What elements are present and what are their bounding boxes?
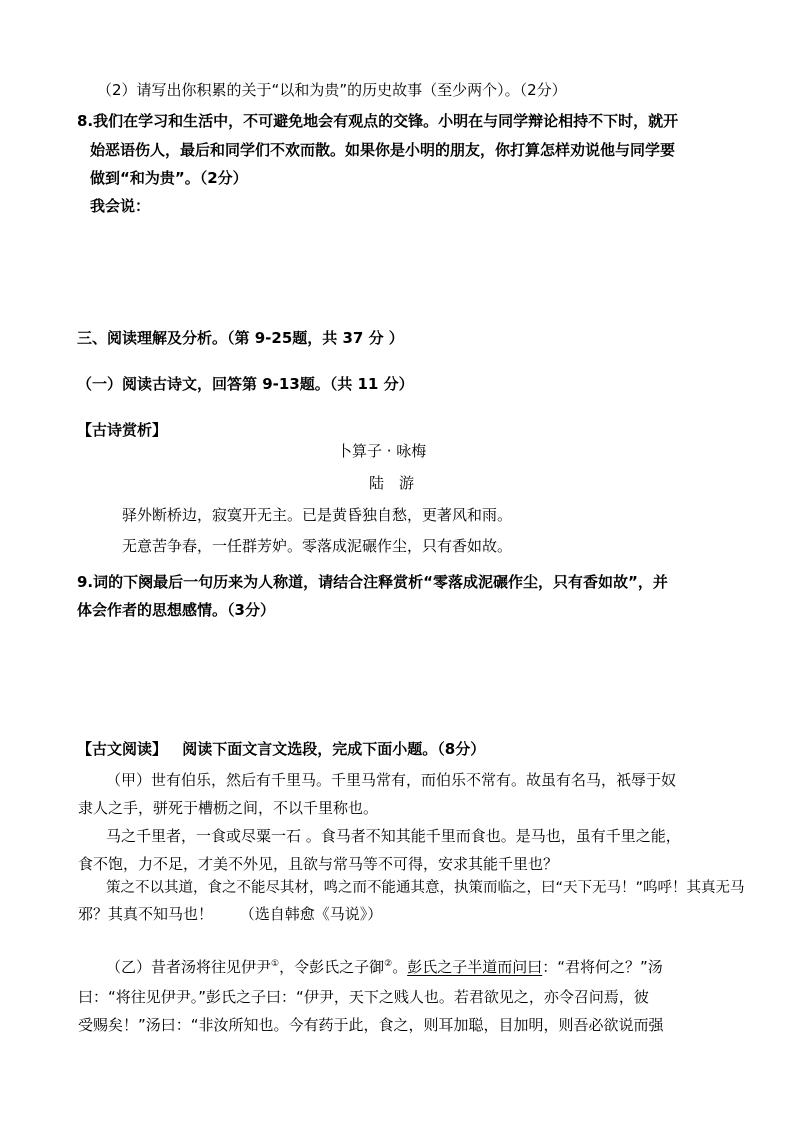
passage-jia-p1-line-2: 隶人之手，骈死于槽枥之间，不以千里称也。 <box>78 799 379 817</box>
passage-jia-p2-line-2: 食不饱，力不足，才美不外见，且欲与常马等不可得，安求其能千里也？ <box>78 855 559 873</box>
passage-yi-text-a: （乙）昔者汤将往见伊尹 <box>106 958 272 976</box>
passage-jia-source: （选自韩愈《马说》） <box>239 905 383 923</box>
footnote-marker-2: ② <box>384 959 393 969</box>
answer-prompt: 我会说： <box>90 197 151 215</box>
poem-line-2: 无意苦争春，一任群芳妒。零落成泥碾作尘，只有香如故。 <box>122 537 513 555</box>
passage-jia-p2-line-1: 马之千里者，一食或尽粟一石 。食马者不知其能千里而食也。是马也，虽有千里之能， <box>106 827 681 845</box>
underlined-sentence: 彭氏之子半道而问曰 <box>407 958 543 976</box>
part-1-title: （一）阅读古诗文，回答第 9-13题。（共 11 分） <box>77 375 414 393</box>
poem-author: 陆 游 <box>369 474 415 492</box>
question-8-line-2: 始恶语伤人，最后和同学们不欢而散。如果你是小明的朋友，你打算怎样劝说他与同学要 <box>90 141 676 159</box>
poem-title: 卜算子 · 咏梅 <box>337 442 427 460</box>
footnote-marker-1: ① <box>271 959 280 969</box>
passage-jia-p3-text: 邪？其真不知马也！ <box>78 905 214 923</box>
poem-heading: 【古诗赏析】 <box>77 421 168 439</box>
passage-yi-text-b: ，令彭氏之子御 <box>279 958 385 976</box>
passage-jia-p1-line-1: （甲）世有伯乐，然后有千里马。千里马常有，而伯乐不常有。故虽有名马，祇辱于奴 <box>106 771 677 789</box>
question-9-line-2: 体会作者的思想感情。（3分） <box>77 601 275 619</box>
passage-yi-line-3: 受赐矣！”汤曰：“非汝所知也。今有药于此，食之，则耳加聪，目加明，则吾必欲说而强 <box>78 1016 664 1034</box>
question-8-line-1: 8.我们在学习和生活中，不可避免地会有观点的交锋。小明在与同学辩论相持不下时，就开 <box>77 112 679 130</box>
classical-instruction: 阅读下面文言文选段，完成下面小题。（8分） <box>182 740 486 758</box>
classical-heading <box>77 739 485 759</box>
passage-yi-text-c: 。 <box>392 958 408 976</box>
passage-yi-line-1 <box>106 957 663 977</box>
passage-jia-p3-line-2 <box>78 904 382 924</box>
question-8-line-3: 做到“和为贵”。（2分） <box>90 169 248 187</box>
section-3-title: 三、阅读理解及分析。（第 9-25题，共 37 分 ） <box>77 329 404 347</box>
poem-line-1: 驿外断桥边，寂寞开无主。已是黄昏独自愁，更著风和雨。 <box>122 506 513 524</box>
passage-jia-p3-line-1: 策之不以其道，食之不能尽其材，鸣之而不能通其意，执策而临之，曰“天下无马！”呜呼！其真无马 <box>106 880 745 896</box>
question-7-2: （2）请写出你积累的关于“以和为贵”的历史故事（至少两个）。（2分） <box>97 81 567 99</box>
classical-heading-label: 【古文阅读】 <box>77 740 168 758</box>
passage-yi-text-d: ：“君将何之？”汤 <box>542 958 663 976</box>
passage-yi-line-2: 曰：“将往见伊尹。”彭氏之子曰：“伊尹，天下之贱人也。若君欲见之，亦令召问焉，彼 <box>78 988 649 1006</box>
question-9-line-1: 9.词的下阕最后一句历来为人称道，请结合注释赏析“零落成泥碾作尘，只有香如故”，并 <box>77 573 668 591</box>
